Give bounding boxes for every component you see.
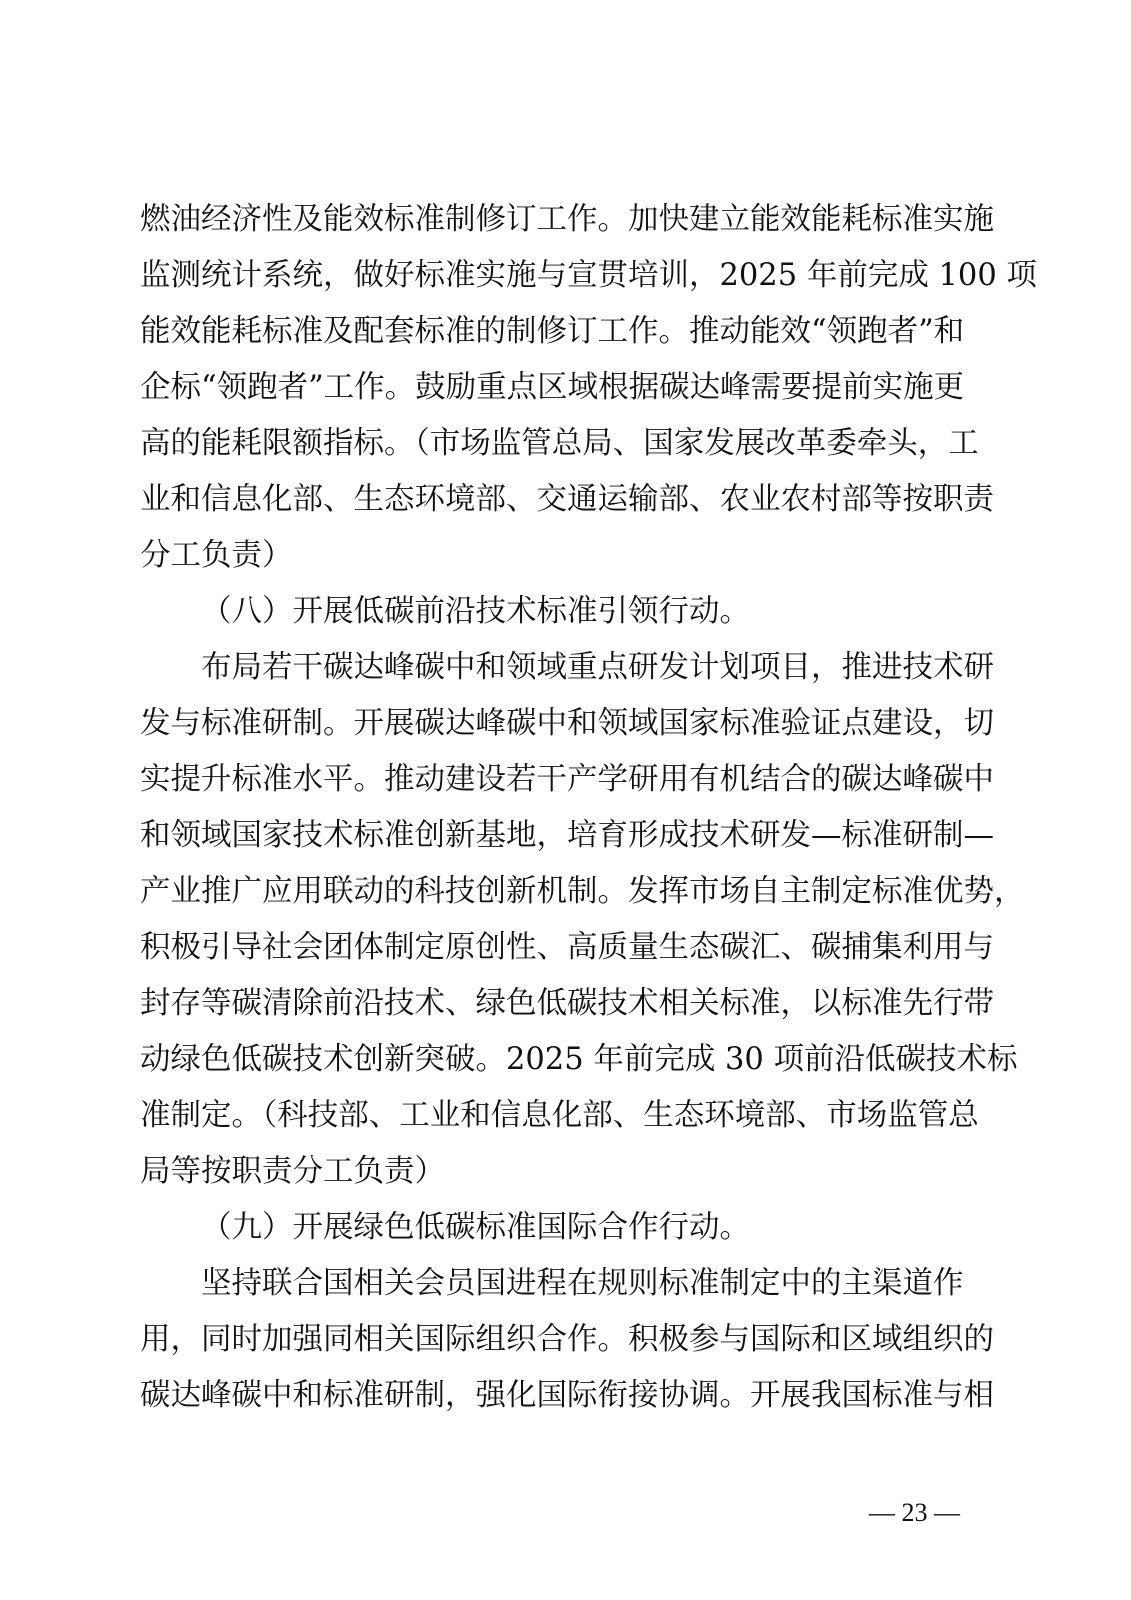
body-text-line: 企标“领跑者”工作。鼓励重点区域根据碳达峰需要提前实施更 [140, 370, 965, 405]
body-text-line: 监测统计系统，做好标准实施与宣贯培训，2025 年前完成 100 项 [140, 258, 1037, 293]
body-text-line: 燃油经济性及能效标准制修订工作。加快建立能效能耗标准实施 [140, 202, 994, 237]
body-text-line: 产业推广应用联动的科技创新机制。发挥市场自主制定标准优势， [140, 874, 1025, 909]
body-text-line: 和领域国家技术标准创新基地，培育形成技术研发—标准研制— [140, 818, 994, 853]
body-text-line: 用，同时加强同相关国际组织合作。积极参与国际和区域组织的 [140, 1322, 994, 1357]
paragraph-first-line: 布局若干碳达峰碳中和领域重点研发计划项目，推进技术研 [201, 650, 994, 685]
body-text-line: 积极引导社会团体制定原创性、高质量生态碳汇、碳捕集利用与 [140, 930, 994, 965]
page-number: — 23 — [869, 1498, 960, 1527]
section-heading: （九）开展绿色低碳标准国际合作行动。 [201, 1210, 750, 1245]
body-text-line: 能效能耗标准及配套标准的制修订工作。推动能效“领跑者”和 [140, 314, 965, 349]
paragraph-first-line: 坚持联合国相关会员国进程在规则标准制定中的主渠道作 [201, 1266, 964, 1301]
body-text-line: 准制定。（科技部、工业和信息化部、生态环境部、市场监管总 [140, 1098, 979, 1133]
body-text-line: 业和信息化部、生态环境部、交通运输部、农业农村部等按职责 [140, 482, 994, 517]
body-text-line: 局等按职责分工负责） [140, 1154, 445, 1189]
section-heading: （八）开展低碳前沿技术标准引领行动。 [201, 594, 750, 629]
body-text-line: 分工负责） [140, 538, 293, 573]
body-text-line: 高的能耗限额指标。（市场监管总局、国家发展改革委牵头，工 [140, 426, 979, 461]
body-text-line: 动绿色低碳技术创新突破。2025 年前完成 30 项前沿低碳技术标 [140, 1042, 1018, 1077]
body-text-line: 实提升标准水平。推动建设若干产学研用有机结合的碳达峰碳中 [140, 762, 994, 797]
body-text-line: 发与标准研制。开展碳达峰碳中和领域国家标准验证点建设，切 [140, 706, 994, 741]
body-text-line: 封存等碳清除前沿技术、绿色低碳技术相关标准，以标准先行带 [140, 986, 994, 1021]
body-text-line: 碳达峰碳中和标准研制，强化国际衔接协调。开展我国标准与相 [140, 1378, 994, 1413]
